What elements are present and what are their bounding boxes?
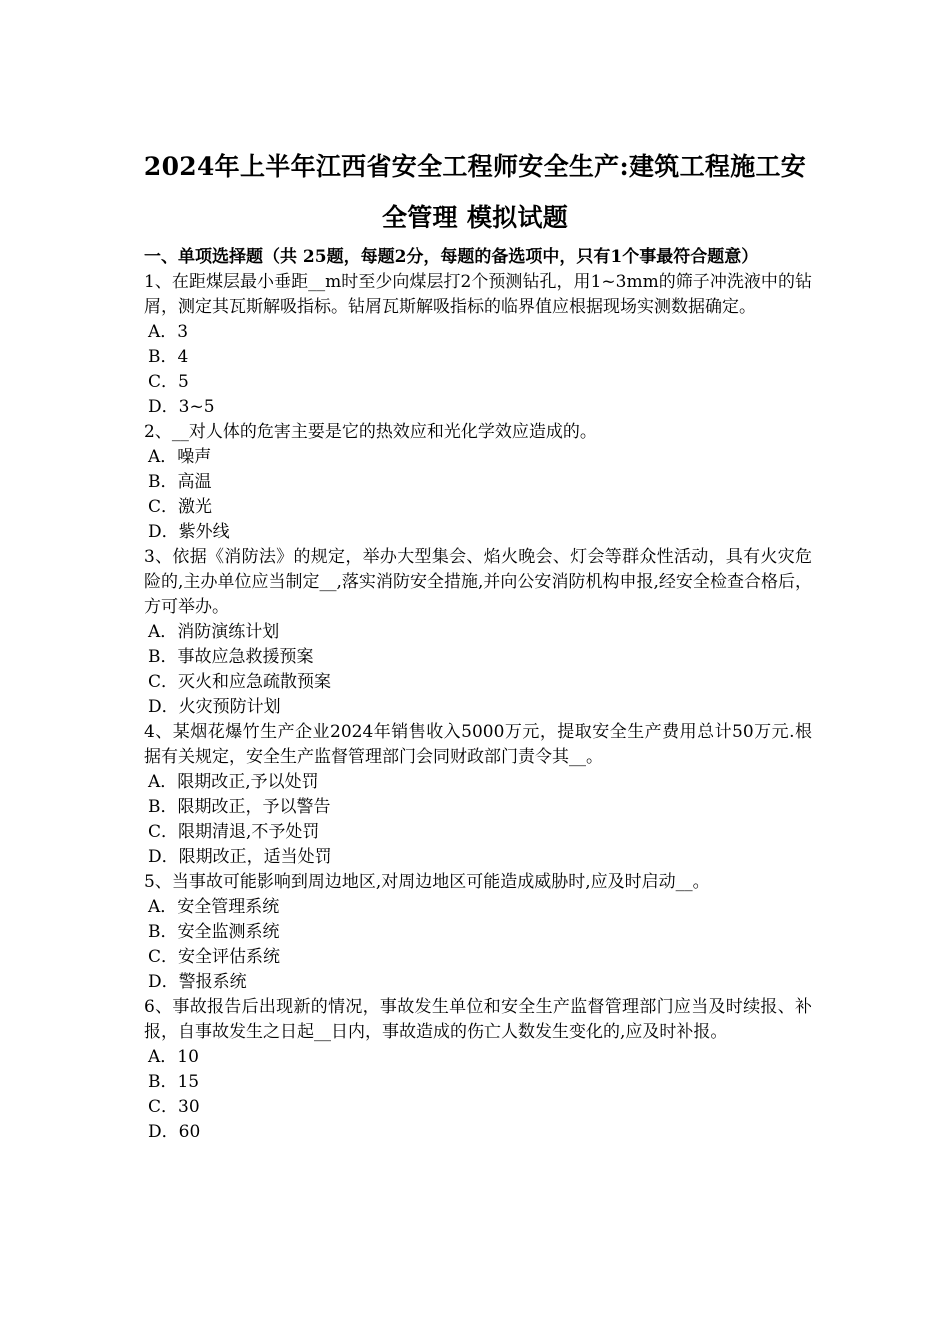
option-a: A．10 bbox=[148, 1047, 199, 1067]
document-title-line-2: 全管理 模拟试题 bbox=[381, 203, 569, 232]
option-b: B．安全监测系统 bbox=[148, 922, 280, 942]
question-stem: 3、依据《消防法》的规定，举办大型集会、焰火晚会、灯会等群众性活动，具有火灾危险的,主办单位应当制定__,落实消防安全措施,并向公安消防机构申报,经安全检查合格后，方可举办。 bbox=[144, 547, 812, 617]
option-b: B．高温 bbox=[148, 472, 212, 492]
option-a: A．噪声 bbox=[148, 447, 212, 467]
option-d: D．60 bbox=[148, 1122, 201, 1142]
option-b: B．限期改正，予以警告 bbox=[148, 797, 331, 817]
option-b: B．15 bbox=[148, 1072, 200, 1092]
question-5 bbox=[144, 870, 812, 995]
option-a: A．消防演练计划 bbox=[148, 622, 280, 642]
option-a: A．3 bbox=[148, 322, 189, 342]
section-heading: 一、单项选择题（共 25题，每题2分，每题的备选项中，只有1个事最符合题意） bbox=[144, 247, 759, 267]
option-c: C．安全评估系统 bbox=[148, 947, 281, 967]
question-3 bbox=[144, 545, 812, 720]
document-title-line-1: 2024年上半年江西省安全工程师安全生产:建筑工程施工安 bbox=[143, 152, 807, 181]
option-d: D．限期改正，适当处罚 bbox=[148, 847, 332, 867]
option-d: D．警报系统 bbox=[148, 972, 247, 992]
document-body bbox=[144, 245, 812, 1145]
option-c: C．5 bbox=[148, 372, 189, 392]
option-c: C．激光 bbox=[148, 497, 213, 517]
option-b: B．事故应急救援预案 bbox=[148, 647, 314, 667]
question-stem: 6、事故报告后出现新的情况，事故发生单位和安全生产监督管理部门应当及时续报、补报，自事故发生之日起__日内，事故造成的伤亡人数发生变化的,应及时补报。 bbox=[144, 997, 812, 1042]
option-a: A．限期改正,予以处罚 bbox=[148, 772, 319, 792]
question-4 bbox=[144, 720, 812, 870]
question-stem: 2、__对人体的危害主要是它的热效应和光化学效应造成的。 bbox=[144, 422, 597, 442]
option-d: D．3~5 bbox=[148, 397, 215, 417]
question-6 bbox=[144, 995, 812, 1145]
option-d: D．紫外线 bbox=[148, 522, 230, 542]
option-c: C．限期清退,不予处罚 bbox=[148, 822, 320, 842]
option-d: D．火灾预防计划 bbox=[148, 697, 281, 717]
question-stem: 4、某烟花爆竹生产企业2024年销售收入5000万元，提取安全生产费用总计50万元.根据有关规定，安全生产监督管理部门会同财政部门责令其__。 bbox=[144, 722, 812, 767]
question-1 bbox=[144, 270, 812, 420]
question-2 bbox=[144, 420, 812, 545]
option-c: C．灭火和应急疏散预案 bbox=[148, 672, 332, 692]
option-c: C．30 bbox=[148, 1097, 200, 1117]
question-stem: 1、在距煤层最小垂距__m时至少向煤层打2个预测钻孔，用1~3mm的筛子冲洗液中的钻屑，测定其瓦斯解吸指标。钻屑瓦斯解吸指标的临界值应根据现场实测数据确定。 bbox=[144, 272, 812, 317]
option-b: B．4 bbox=[148, 347, 189, 367]
option-a: A．安全管理系统 bbox=[148, 897, 280, 917]
question-stem: 5、当事故可能影响到周边地区,对周边地区可能造成威胁时,应及时启动__。 bbox=[144, 872, 710, 892]
